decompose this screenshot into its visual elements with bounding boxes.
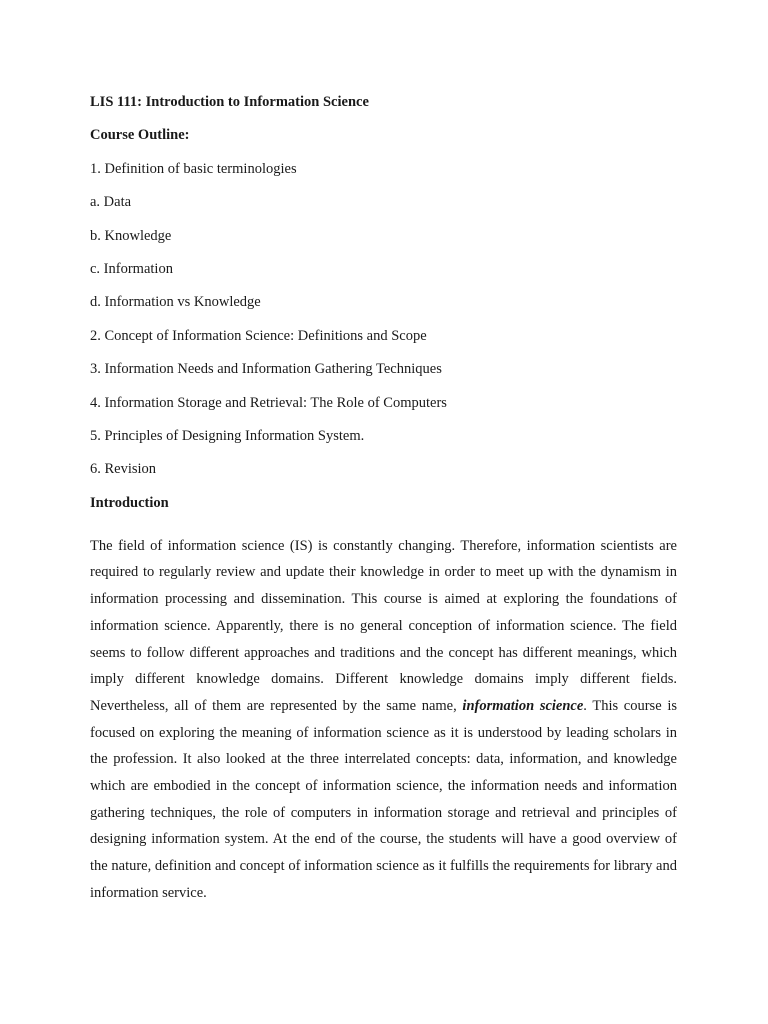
course-title: LIS 111: Introduction to Information Science	[90, 94, 369, 110]
outline-item-1b: b. Knowledge	[90, 227, 172, 244]
outline-item-1d: d. Information vs Knowledge	[90, 294, 261, 311]
intro-text-part1: The field of information science (IS) is constantly changing. Therefore, information scientists are required to regularly review and update their knowledge in order to meet up with the dynamism in information processing and dissemination. This course is aimed at exploring the foundations of information science. Apparently, there is no general conception of information science. The field seems to follow different approaches and traditions and the concept has different meanings, which imply different knowledge domains. Different knowledge domains imply different fields. Nevertheless, all of them are represented by the same name,	[90, 537, 677, 714]
outline-heading: Course Outline:	[90, 127, 190, 144]
outline-item-1a: a. Data	[90, 194, 132, 211]
outline-item-2: 2. Concept of Information Science: Definitions and Scope	[90, 327, 427, 344]
introduction-heading: Introduction	[90, 494, 169, 511]
intro-text-part2: . This course is focused on exploring the meaning of information science as it is understood by leading scholars in the profession. It also looked at the three interrelated concepts: data, information, and knowledge which are embodied in the concept of information science, the information needs and information gathering techniques, the role of computers in information storage and retrieval and principles of designing information system. At the end of the course, the students will have a good overview of the nature, definition and concept of information science as it fulfills the requirements for library and information service.	[90, 697, 677, 901]
outline-item-1c: c. Information	[90, 260, 173, 277]
introduction-paragraph	[90, 533, 677, 907]
outline-item-4: 4. Information Storage and Retrieval: The Role of Computers	[90, 394, 447, 411]
intro-emphasis: information science	[462, 697, 584, 714]
outline-item-1: 1. Definition of basic terminologies	[90, 160, 297, 177]
outline-item-5: 5. Principles of Designing Information System.	[90, 427, 365, 444]
outline-item-6: 6. Revision	[90, 461, 157, 478]
outline-item-3: 3. Information Needs and Information Gathering Techniques	[90, 361, 442, 378]
document-content	[90, 92, 677, 921]
